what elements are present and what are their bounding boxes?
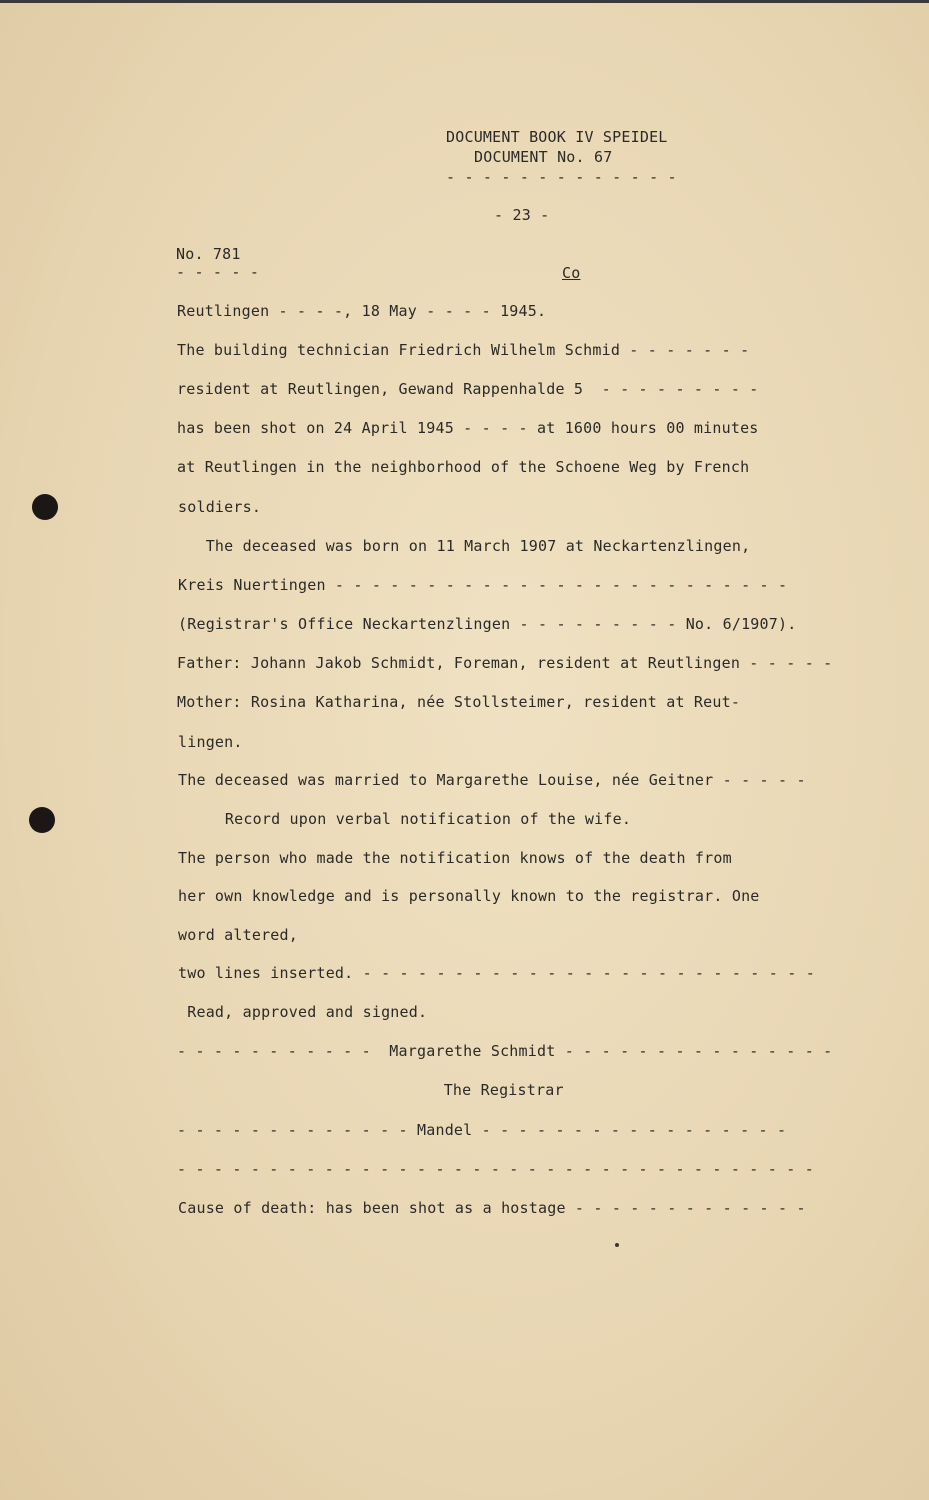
text-line: Father: Johann Jakob Schmidt, Foreman, resident at Reutlingen - - - - - (177, 654, 833, 672)
text-line: has been shot on 24 April 1945 - - - - at 1600 hours 00 minutes (177, 419, 759, 437)
text-line: Mother: Rosina Katharina, née Stollsteimer, resident at Reut- (177, 693, 741, 711)
text-line: soldiers. (178, 498, 262, 516)
cause-of-death: Cause of death: has been shot as a hostage - - - - - - - - - - - - - (178, 1199, 806, 1217)
header-book: DOCUMENT BOOK IV SPEIDEL (446, 128, 668, 146)
text-line: (Registrar's Office Neckartenzlingen - - - - - - - - - No. 6/1907). (178, 615, 797, 633)
separator-rule: - - - - - - - - - - - - - - - - - - - - - - - - - - - - - - - - - - - (177, 1160, 814, 1178)
punch-hole (32, 494, 58, 520)
text-line: Reutlingen - - - -, 18 May - - - - 1945. (177, 302, 547, 320)
text-line: lingen. (178, 733, 243, 751)
ink-spot (615, 1243, 619, 1247)
registrar-title: The Registrar (176, 1081, 564, 1099)
signature-line-wife: - - - - - - - - - - - Margarethe Schmidt - - - - - - - - - - - - - - - (177, 1042, 833, 1060)
text-line: The building technician Friedrich Wilhelm Schmid - - - - - - - (177, 341, 750, 359)
text-line: two lines inserted. - - - - - - - - - - - - - - - - - - - - - - - - - (178, 964, 815, 982)
text-line: her own knowledge and is personally known to the registrar. One (178, 887, 760, 905)
text-line: Record upon verbal notification of the wife. (188, 810, 632, 828)
header-rule: - - - - - - - - - - - - - (446, 168, 677, 186)
header-doc-no: DOCUMENT No. 67 (474, 148, 613, 166)
text-line: at Reutlingen in the neighborhood of the Schoene Weg by French (177, 458, 750, 476)
scan-top-edge (0, 0, 929, 3)
page-number: - 23 - (494, 206, 550, 224)
text-line: Read, approved and signed. (178, 1003, 428, 1021)
text-line: The person who made the notification knows of the death from (178, 849, 732, 867)
entry-number: No. 781 (176, 245, 241, 263)
entry-number-rule: - - - - - (176, 263, 260, 281)
text-line: The deceased was born on 11 March 1907 at Neckartenzlingen, (178, 537, 751, 555)
text-line: resident at Reutlingen, Gewand Rappenhalde 5 - - - - - - - - - (177, 380, 759, 398)
text-line: Kreis Nuertingen - - - - - - - - - - - - - - - - - - - - - - - - - (178, 576, 788, 594)
punch-hole (29, 807, 55, 833)
text-line: word altered, (178, 926, 298, 944)
text-line: The deceased was married to Margarethe Louise, née Geitner - - - - - (178, 771, 806, 789)
signature-line-registrar: - - - - - - - - - - - - - Mandel - - - - - - - - - - - - - - - - - (177, 1121, 787, 1139)
entry-mark: Co (562, 264, 581, 282)
